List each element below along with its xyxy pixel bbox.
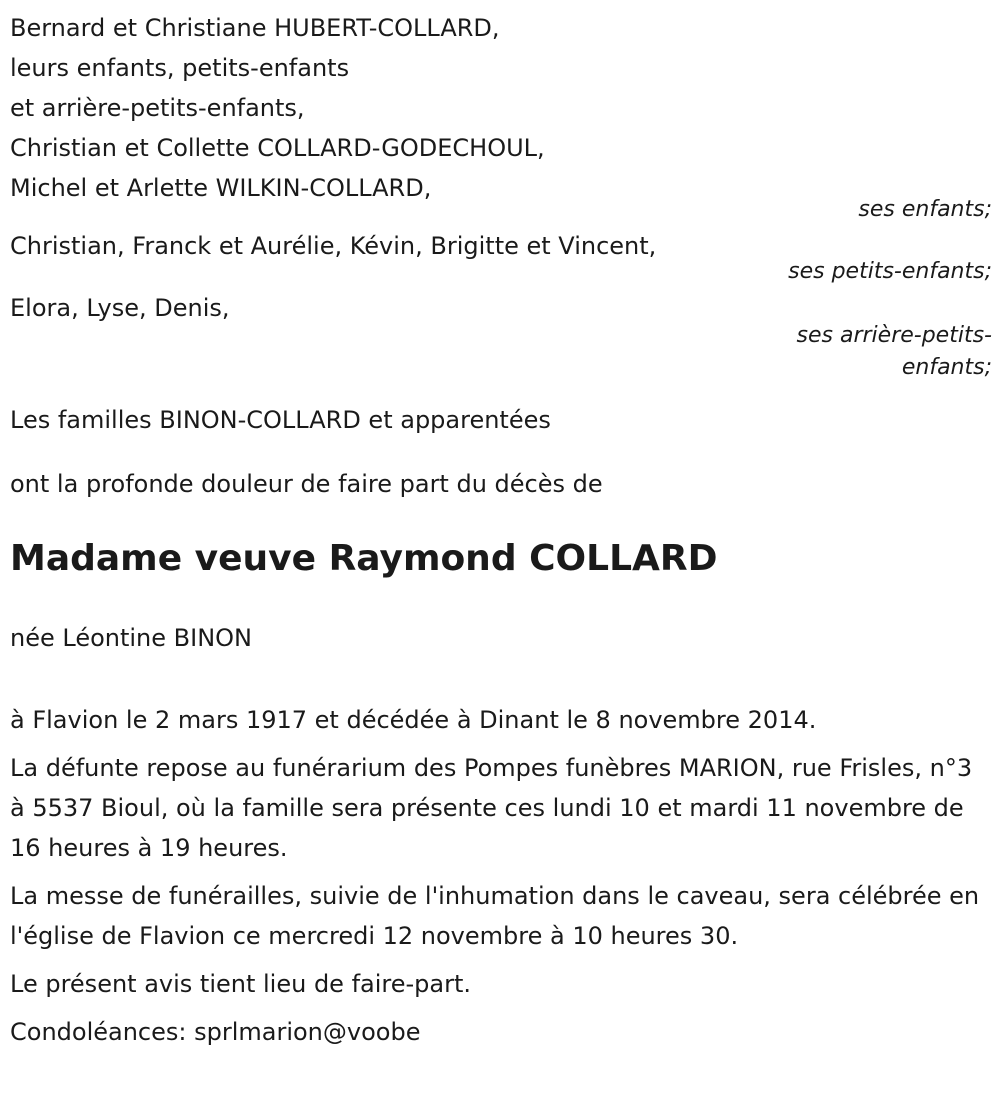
role-great-grandchildren-line-1: ses arrière-petits-: [796, 323, 992, 348]
funeral-mass-details: La messe de funérailles, suivie de l'inhumation dans le caveau, sera célébrée en l'église de Flavion ce mercredi 12 novembre à 10 heures 30.: [10, 882, 980, 950]
deceased-name: Madame veuve Raymond COLLARD: [10, 538, 718, 579]
role-grandchildren: ses petits-enfants;: [788, 259, 992, 284]
family-line-4: Christian et Collette COLLARD-GODECHOUL,: [10, 134, 545, 162]
funeral-home-details: La défunte repose au funérarium des Pompes funèbres MARION, rue Frisles, n°3 à 5537 Bioul, où la famille sera présente ces lundi 10 et mardi 11 novembre de 16 heures à 19 heures.: [10, 754, 973, 862]
family-line-1: Bernard et Christiane HUBERT-COLLARD,: [10, 14, 500, 42]
notice-statement: Le présent avis tient lieu de faire-part.: [10, 970, 472, 998]
family-line-3: et arrière-petits-enfants,: [10, 94, 305, 122]
family-line-2: leurs enfants, petits-enfants: [10, 54, 350, 82]
birth-death-dates: à Flavion le 2 mars 1917 et décédée à Dinant le 8 novembre 2014.: [10, 706, 817, 734]
maiden-name: née Léontine BINON: [10, 624, 253, 652]
great-grandchildren-names: Elora, Lyse, Denis,: [10, 294, 230, 322]
role-great-grandchildren-line-2: enfants;: [901, 355, 992, 380]
condolences-contact: Condoléances: sprlmarion@voobe: [10, 1018, 421, 1046]
role-children: ses enfants;: [858, 197, 992, 222]
grandchildren-names: Christian, Franck et Aurélie, Kévin, Brigitte et Vincent,: [10, 232, 657, 260]
obituary-notice: [10, 8, 992, 1052]
extended-families: Les familles BINON-COLLARD et apparentées: [10, 406, 551, 434]
announcement-text: ont la profonde douleur de faire part du décès de: [10, 470, 603, 498]
family-line-5: Michel et Arlette WILKIN-COLLARD,: [10, 174, 432, 202]
